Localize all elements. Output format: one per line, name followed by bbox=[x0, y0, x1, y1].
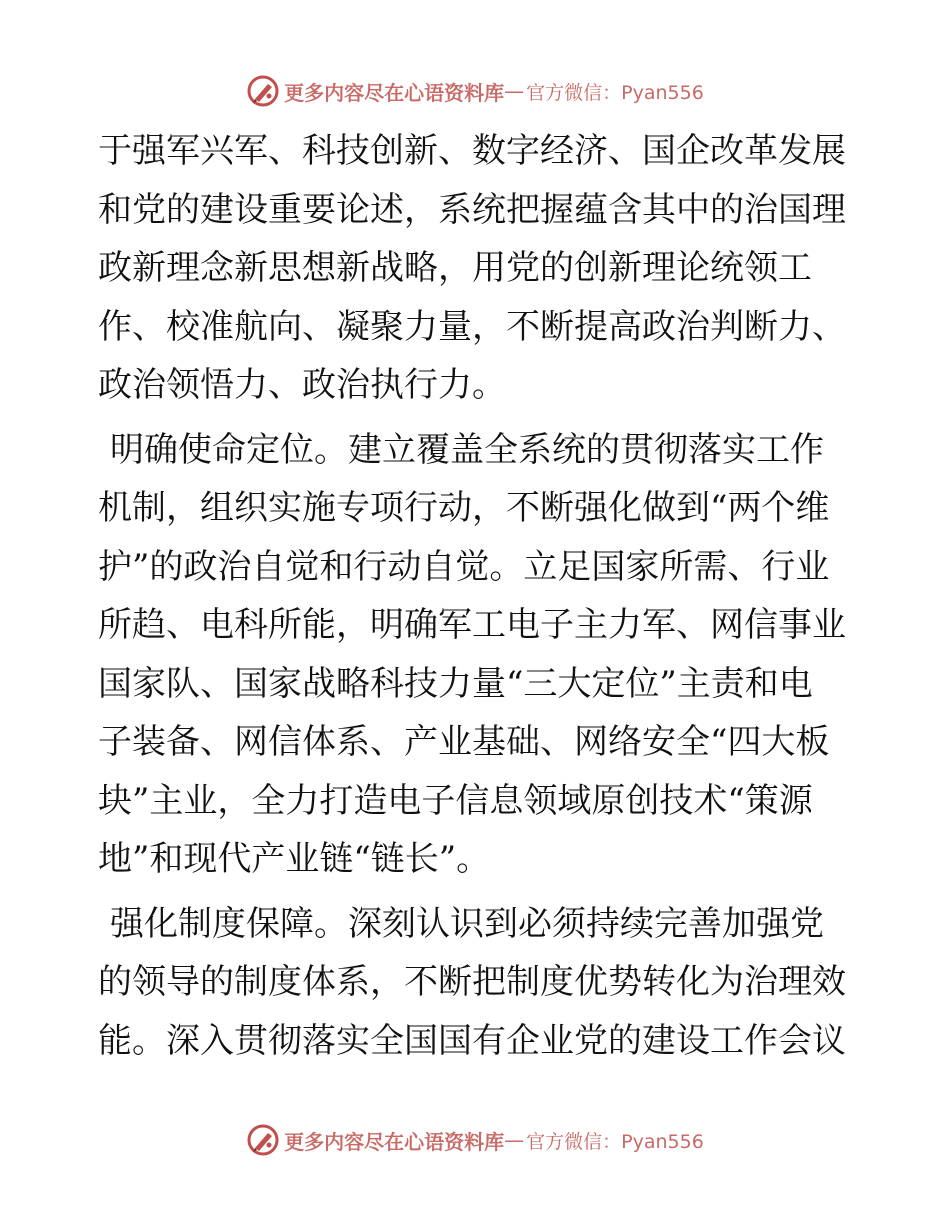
text-line: 护”的政治自觉和行动自觉。立足国家所需、行业 bbox=[98, 546, 830, 587]
banner-title: 更多内容尽在心语资料库 bbox=[284, 1129, 505, 1154]
text-line: 政治领悟力、政治执行力。 bbox=[98, 365, 506, 405]
pen-seal-logo-icon bbox=[246, 1123, 280, 1157]
paragraph bbox=[98, 122, 858, 415]
page-header-banner bbox=[0, 71, 950, 111]
text-line: 机制，组织实施专项行动，不断强化做到“两个维 bbox=[98, 488, 830, 528]
text-line: 地”和现代产业链“链长”。 bbox=[98, 839, 491, 879]
text-line: 于强军兴军、科技创新、数字经济、国企改革发展 bbox=[98, 131, 846, 171]
banner-separator: — bbox=[504, 79, 525, 103]
text-line: 子装备、网信体系、产业基础、网络安全“四大板 bbox=[98, 722, 830, 762]
text-line: 明确使命定位。建立覆盖全系统的贯彻落实工作 bbox=[110, 429, 824, 470]
pen-seal-logo-icon bbox=[246, 74, 280, 108]
text-line: 的领导的制度体系，不断把制度优势转化为治理效 bbox=[98, 962, 846, 1002]
banner-separator: — bbox=[504, 1128, 525, 1152]
banner-wechat-id: 官方微信：Pyan556 bbox=[526, 81, 704, 104]
page-footer-banner bbox=[0, 1120, 950, 1160]
banner-title: 更多内容尽在心语资料库 bbox=[284, 80, 505, 105]
text-line: 和党的建设重要论述，系统把握蕴含其中的治国理 bbox=[98, 189, 846, 230]
paragraph bbox=[98, 421, 858, 889]
text-line: 国家队、国家战略科技力量“三大定位”主责和电 bbox=[98, 663, 813, 704]
text-line: 所趋、电科所能，明确军工电子主力军、网信事业 bbox=[98, 605, 846, 645]
text-line: 政新理念新思想新战略，用党的创新理论统领工 bbox=[98, 248, 812, 288]
text-line: 块”主业，全力打造电子信息领域原创技术“策源 bbox=[98, 780, 813, 821]
text-line: 作、校准航向、凝聚力量，不断提高政治判断力、 bbox=[98, 306, 846, 347]
text-line: 能。深入贯彻落实全国国有企业党的建设工作会议 bbox=[98, 1020, 846, 1061]
document-body bbox=[98, 122, 858, 1070]
paragraph bbox=[98, 895, 858, 1071]
text-line: 强化制度保障。深刻认识到必须持续完善加强党 bbox=[110, 903, 824, 944]
banner-wechat-id: 官方微信：Pyan556 bbox=[526, 1130, 704, 1153]
